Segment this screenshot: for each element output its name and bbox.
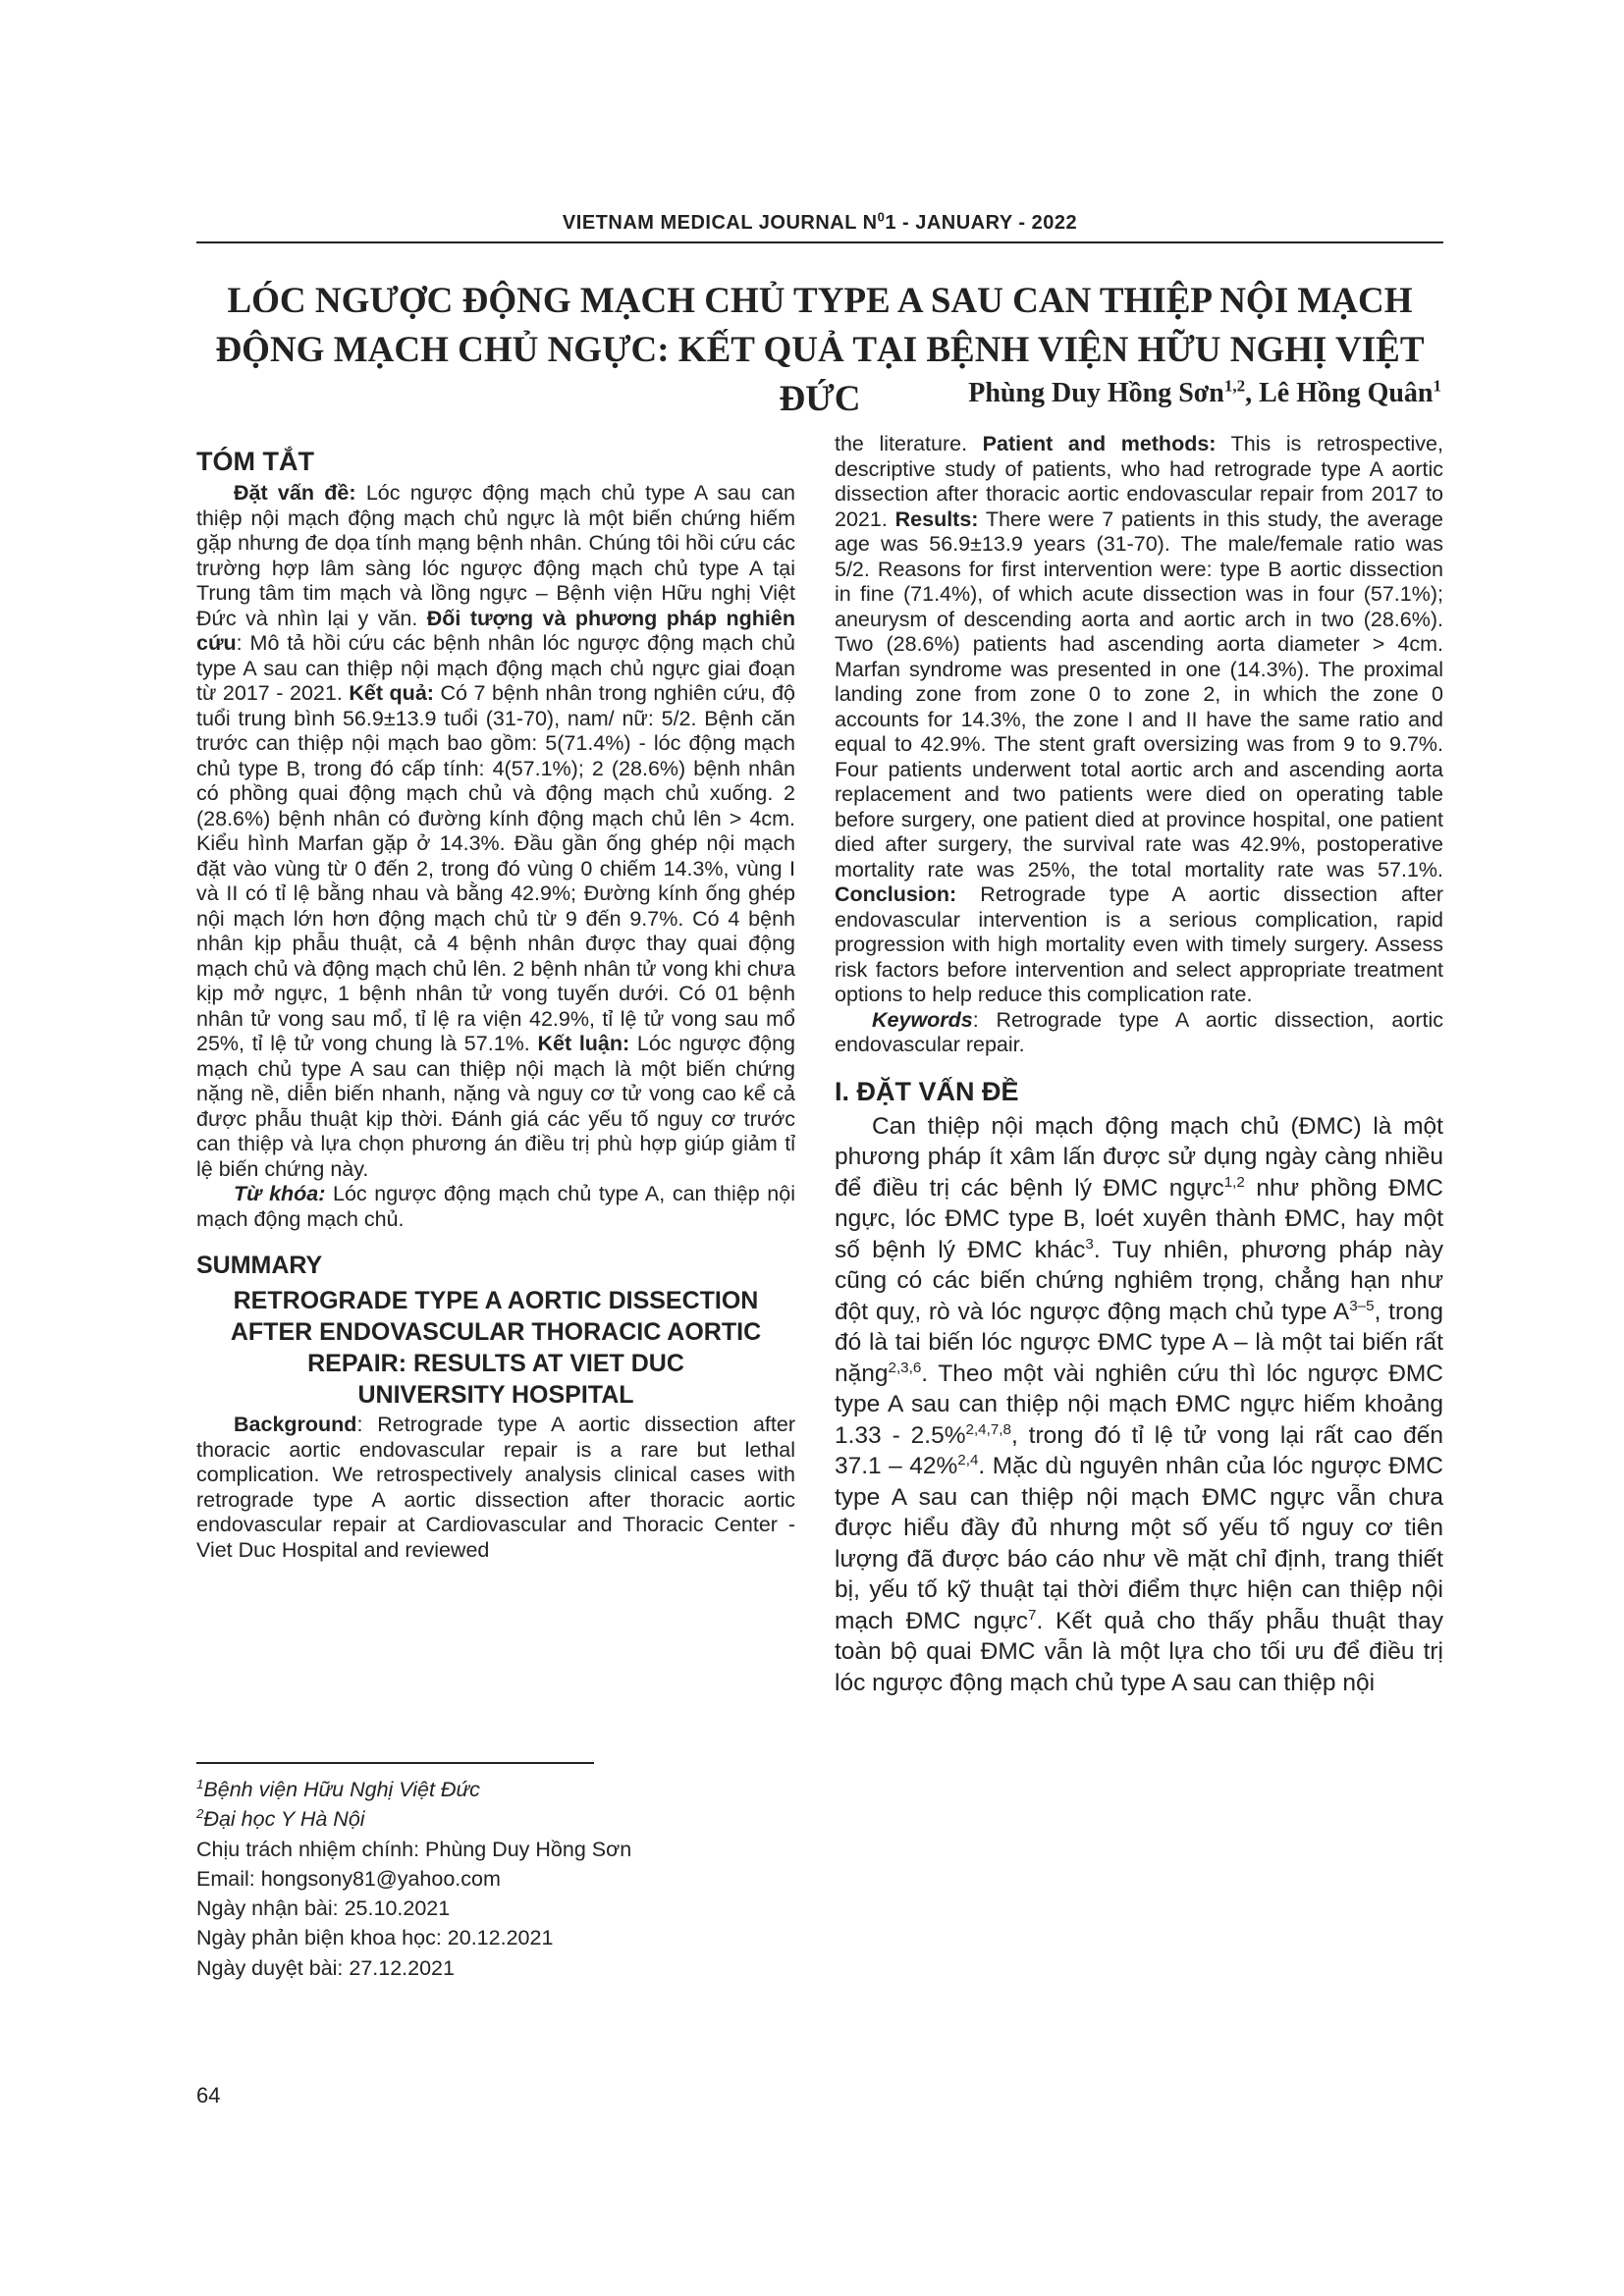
affiliation-1: $^1$Bệnh viện Hữu Nghị Việt Đức bbox=[196, 1776, 480, 1801]
received-date: Ngày nhận bài: 25.10.2021 bbox=[196, 1896, 451, 1921]
affiliation-2: $^2$Đại học Y Hà Nội bbox=[196, 1806, 365, 1832]
summary-background: Background: Retrograde type A aortic dissection after thoracic aortic endovascular repair is a rare but lethal complication. We retrospectively analysis clinical cases with retrograde type A aortic dissection after thoracic aortic endovascular repair at Cardiovascular and Thoracic Center - Viet Duc Hospital and reviewed bbox=[196, 1413, 795, 1562]
footnote-rule bbox=[196, 1762, 594, 1764]
accepted-date: Ngày duyệt bài: 27.12.2021 bbox=[196, 1955, 455, 1980]
title-line-2: ĐỘNG MẠCH CHỦ NGỰC: KẾT QUẢ TẠI BỆNH VIỆN HỮU NGHỊ VIỆT ĐỨC bbox=[215, 330, 1425, 419]
summary-english-title: RETROGRADE TYPE A AORTIC DISSECTION AFTER ENDOVASCULAR THORACIC AORTIC REPAIR: RESULTS AT VIET DUC UNIVERSITY HOSPITAL bbox=[230, 1287, 762, 1409]
author-1: Phùng Duy Hồng Sơn bbox=[968, 378, 1224, 408]
author-list: Phùng Duy Hồng Sơn$^{1,2}$, Lê Hồng Quân$^1$ bbox=[968, 376, 1441, 408]
page-number: 64 bbox=[196, 2083, 221, 2108]
header-rule bbox=[196, 241, 1443, 243]
left-column bbox=[196, 432, 795, 1563]
corresponding-author: Chịu trách nhiệm chính: Phùng Duy Hồng Sơn bbox=[196, 1837, 632, 1861]
review-date: Ngày phản biện khoa học: 20.12.2021 bbox=[196, 1926, 554, 1950]
journal-header: VIETNAM MEDICAL JOURNAL $N^01$ - JANUARY - 2022 bbox=[562, 209, 1078, 234]
intro-paragraph: Can thiệp nội mạch động mạch chủ (ĐMC) là một phương pháp ít xâm lấn được sử dụng ngày càng nhiều để điều trị các bệnh lý ĐMC ngực$^{1,2}$ như phồng ĐMC ngực, lóc ĐMC type B, loét xuyên thành ĐMC, hay một số bệnh lý ĐMC khác$^3$. Tuy nhiên, phương pháp này cũng có các biến chứng nghiêm trọng, chẳng hạn như đột quỵ, rò và lóc ngược động mạch chủ type $A^{3-5}$, trong đó là tai biến lóc ngược ĐMC type A – là một tai biến rất nặng$^{2,3,6}$. Theo một vài nghiên cứu thì lóc ngược ĐMC type A sau can thiệp nội mạch ĐMC ngực hiếm khoảng 1.33 - 2.5%$^{2,4,7,8}$, trong đó tỉ lệ tử vong lại rất cao đến 37.1 – 42%$^{2,4}$. Mặc dù nguyên nhân của lóc ngược ĐMC type A sau can thiệp nội mạch ĐMC ngực vẫn chưa được hiểu đầy đủ nhưng một số yếu tố nguy cơ tiên lượng đã được báo cáo như về mặt chỉ định, trang thiết bị, yếu tố kỹ thuật tại thời điểm thực hiện can thiệp nội mạch ĐMC ngực$^7$. Kết quả cho thấy phẫu thuật thay toàn bộ quai ĐMC vẫn là một lựa cho tối ưu để điều trị lóc ngược động mạch chủ type A sau can thiệp nội bbox=[835, 1112, 1443, 1696]
footnotes bbox=[196, 1775, 795, 1983]
intro-heading: I. ĐẶT VẤN ĐỀ bbox=[835, 1076, 1019, 1106]
author-2: Lê Hồng Quân bbox=[1259, 378, 1434, 408]
summary-heading: SUMMARY bbox=[196, 1252, 323, 1279]
abstract-vi-keywords: Từ khóa: Lóc ngược động mạch chủ type A, can thiệp nội mạch động mạch chủ. bbox=[196, 1182, 795, 1231]
abstract-vi-heading: TÓM TẮT bbox=[196, 447, 314, 476]
email: Email: hongsony81@yahoo.com bbox=[196, 1866, 501, 1891]
abstract-vi-body: Đặt vấn đề: Lóc ngược động mạch chủ type A sau can thiệp nội mạch động mạch chủ ngực là một biến chứng hiếm gặp nhưng đe dọa tính mạng bệnh nhân. Chúng tôi hồi cứu các trường hợp lâm sàng lóc ngược động mạch chủ type A tại Trung tâm tim mạch và lồng ngực – Bệnh viện Hữu nghị Việt Đức và nhìn lại y văn. Đối tượng và phương pháp nghiên cứu: Mô tả hồi cứu các bệnh nhân lóc ngược động mạch chủ type A sau can thiệp nội mạch động mạch chủ ngực giai đoạn từ 2017 - 2021. Kết quả: Có 7 bệnh nhân trong nghiên cứu, độ tuổi trung bình 56.9±13.9 tuổi (31-70), nam/ nữ: 5/2. Bệnh căn trước can thiệp nội mạch bao gồm: 5(71.4%) - lóc động mạch chủ type B, trong đó cấp tính: 4(57.1%); 2 (28.6%) bệnh nhân có phồng quai động mạch chủ và động mạch chủ xuống. 2 (28.6%) bệnh nhân có đường kính động mạch chủ lên > 4cm. Kiểu hình Marfan gặp ở 14.3%. Đầu gần ống ghép nội mạch đặt vào vùng từ 0 đến 2, trong đó vùng 0 chiếm 14.3%, vùng I và II có tỉ lệ bằng nhau và bằng 42.9%; Đường kính ống ghép nội mạch lớn hơn động mạch chủ từ 9 đến 9.7%. Có 4 bệnh nhân kịp phẫu thuật, cả 4 bệnh nhân được thay quai động mạch chủ và động mạch chủ lên. 2 bệnh nhân tử vong khi chưa kịp mở ngực, 1 bệnh nhân tử vong tuyến dưới. Có 01 bệnh nhân tử vong sau mổ, tỉ lệ ra viện 42.9%, tỉ lệ tử vong sau mổ 25%, tỉ lệ tử vong chung là 57.1%. Kết luận: Lóc ngược động mạch chủ type A sau can thiệp nội mạch là một biến chứng nặng nề, diễn biến nhanh, nặng và nguy cơ tử vong cao kể cả được phẫu thuật kịp thời. Đánh giá các yếu tố nguy cơ trước can thiệp và lựa chọn phương án điều trị phù hợp giúp giảm tỉ lệ biến chứng này. bbox=[196, 481, 795, 1181]
right-column bbox=[835, 432, 1443, 1698]
title-line-1: LÓC NGƯỢC ĐỘNG MẠCH CHỦ TYPE A SAU CAN THIỆP NỘI MẠCH bbox=[227, 281, 1413, 321]
summary-keywords: Keywords: Retrograde type A aortic dissection, aortic endovascular repair. bbox=[835, 1007, 1443, 1056]
summary-body: the literature. Patient and methods: This is retrospective, descriptive study of patients, who had retrograde type A aortic dissection after thoracic aortic endovascular repair from 2017 to 2021. Results: There were 7 patients in this study, the average age was 56.9±13.9 years (31-70). The male/female ratio was 5/2. Reasons for first intervention were: type B aortic dissection in fine (71.4%), of which acute dissection was in four (57.1%); aneurysm of descending aorta and aortic arch in two (28.6%). Two (28.6%) patients had ascending aorta diameter > 4cm. Marfan syndrome was presented in one (14.3%). The proximal landing zone from zone 0 to zone 2, in which the zone 0 accounts for 14.3%, the zone I and II have the same ratio and equal to 42.9%. The stent graft oversizing was from 9 to 9.7%. Four patients underwent total aortic arch and ascending aorta replacement and two patients were died on operating table before surgery, one patient died at province hospital, one patient died after surgery, the survival rate was 42.9%, postoperative mortality rate was 25%, the total mortality rate was 57.1%. Conclusion: Retrograde type A aortic dissection after endovascular intervention is a serious complication, rapid progression with high mortality even with timely surgery. Assess risk factors before intervention and select appropriate treatment options to help reduce this complication rate. bbox=[835, 432, 1443, 1006]
